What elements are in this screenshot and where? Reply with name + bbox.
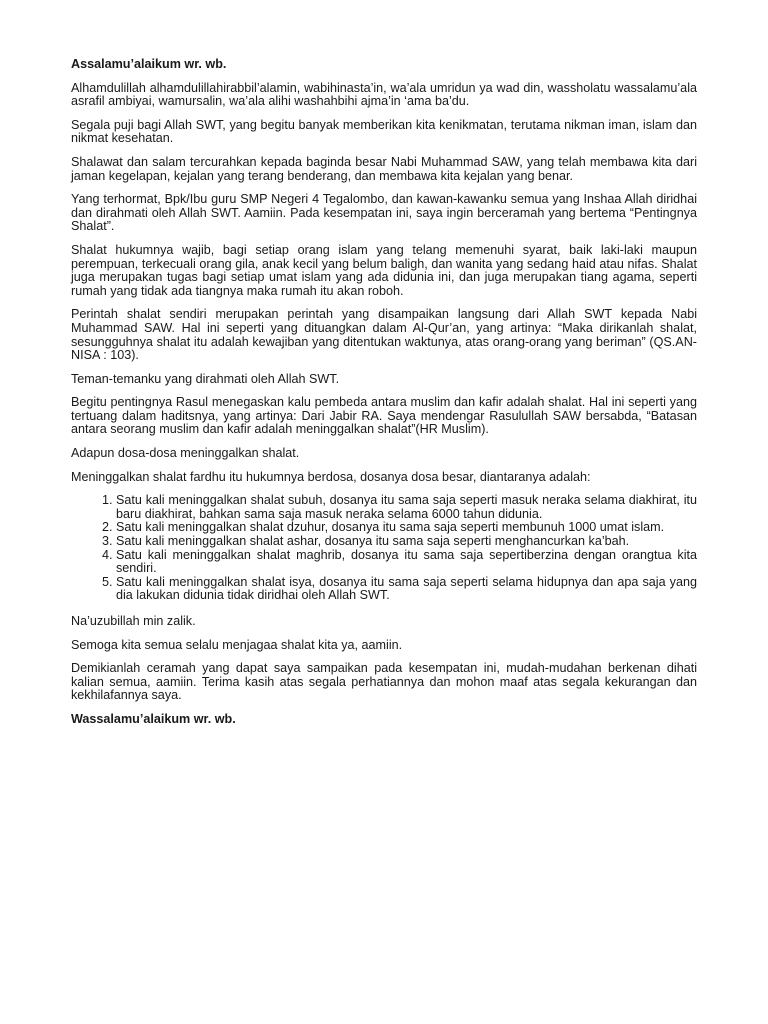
list-item: 5. Satu kali meninggalkan shalat isya, dosanya itu sama saja seperti selama hidupnya dan apa saja yang dia lakukan didunia tidak diridhai oleh Allah SWT. [116,576,697,603]
paragraph-shalat-command: Perintah shalat sendiri merupakan perintah yang disampaikan langsung dari Allah SWT kepada Nabi Muhammad SAW. Hal ini seperti yang dituangkan dalam Al-Qur’an, yang artinya: “Maka dirikanlah shalat, sesungguhnya shalat itu adalah kewajiban yang ditentukan waktunya, atas orang-orang yang beriman” (QS.AN-NISA : 103). [71,307,697,363]
paragraph-hope: Semoga kita semua selalu menjagaa shalat kita ya, aamiin. [71,637,403,652]
paragraph-praise: Segala puji bagi Allah SWT, yang begitu banyak memberikan kita kenikmatan, terutama nikman iman, islam dan nikmat kesehatan. [71,117,697,146]
list-item: 3. Satu kali meninggalkan shalat ashar, dosanya itu sama saja seperti menghancurkan ka’bah. [116,535,697,549]
paragraph-opening-prayer: Alhamdulillah alhamdulillahirabbil’alamin, wabihinasta’in, wa’ala umridun ya wad din, wassholatu wassalamu’ala asrafil ambiyai, wamursalin, wa’ala alihi washahbihi ajma’in ‘ama ba’du. [71,80,697,109]
paragraph-greeting-audience: Yang terhormat, Bpk/Ibu guru SMP Negeri 4 Tegalombo, dan kawan-kawanku semua yang Inshaa Allah diridhai dan dirahmati oleh Allah SWT. Aamiin. Pada kesempatan ini, saya ingin berceramah yang bertema “Pentingnya Shalat”. [71,192,697,234]
paragraph-address-friends: Teman-temanku yang dirahmati oleh Allah SWT. [71,371,340,386]
list-item: 2. Satu kali meninggalkan shalat dzuhur, dosanya itu sama saja seperti membunuh 1000 umat islam. [116,521,697,535]
paragraph-conclusion: Demikianlah ceramah yang dapat saya sampaikan pada kesempatan ini, mudah-mudahan berkenan dihati kalian semua, aamiin. Terima kasih atas segala perhatiannya dan mohon maaf atas segala kekurangan dan kekhilafannya saya. [71,661,697,703]
paragraph-sins-lead: Meninggalkan shalat fardhu itu hukumnya berdosa, dosanya dosa besar, diantaranya adalah: [71,469,591,484]
paragraph-naudzubillah: Na’uzubillah min zalik. [71,614,196,628]
closing-greeting: Wassalamu’alaikum wr. wb. [71,711,236,726]
paragraph-hadith: Begitu pentingnya Rasul menegaskan kalu pembeda antara muslim dan kafir adalah shalat. Hal ini seperti yang tertuang dalam haditsnya, yang artinya: Dari Jabir RA. Saya mendengar Rasulullah SAW bersabda, “Batasan antara seorang muslim dan kafir adalah meninggalkan shalat”(HR Muslim). [71,395,697,437]
paragraph-sins-intro: Adapun dosa-dosa meninggalkan shalat. [71,446,300,461]
list-item: 1. Satu kali meninggalkan shalat subuh, dosanya itu sama saja seperti masuk neraka selama diakhirat, itu baru diakhirat, bahkan sama saja masuk neraka selama 6000 tahun didunia. [116,494,697,521]
sins-list [71,494,697,603]
paragraph-shalat-obligation: Shalat hukumnya wajib, bagi setiap orang islam yang telang memenuhi syarat, baik laki-laki maupun perempuan, terkecuali orang gila, anak kecil yang belum baligh, dan wanita yang sedang haid atau nifas. Shalat juga merupakan tugas bagi setiap umat islam yang ada didunia ini, dan juga merupakan tiang agama, seperti rumah yang tidak ada tiangnya maka rumah itu akan roboh. [71,242,697,298]
list-item: 4. Satu kali meninggalkan shalat maghrib, dosanya itu sama saja sepertiberzina dengan orangtua kita sendiri. [116,549,697,576]
document-page [71,58,697,737]
opening-greeting: Assalamu’alaikum wr. wb. [71,57,227,71]
paragraph-shalawat: Shalawat dan salam tercurahkan kepada baginda besar Nabi Muhammad SAW, yang telah membawa kita dari jaman kegelapan, kejalan yang terang benderang, dan membawa kita kejalan yang benar. [71,154,697,183]
